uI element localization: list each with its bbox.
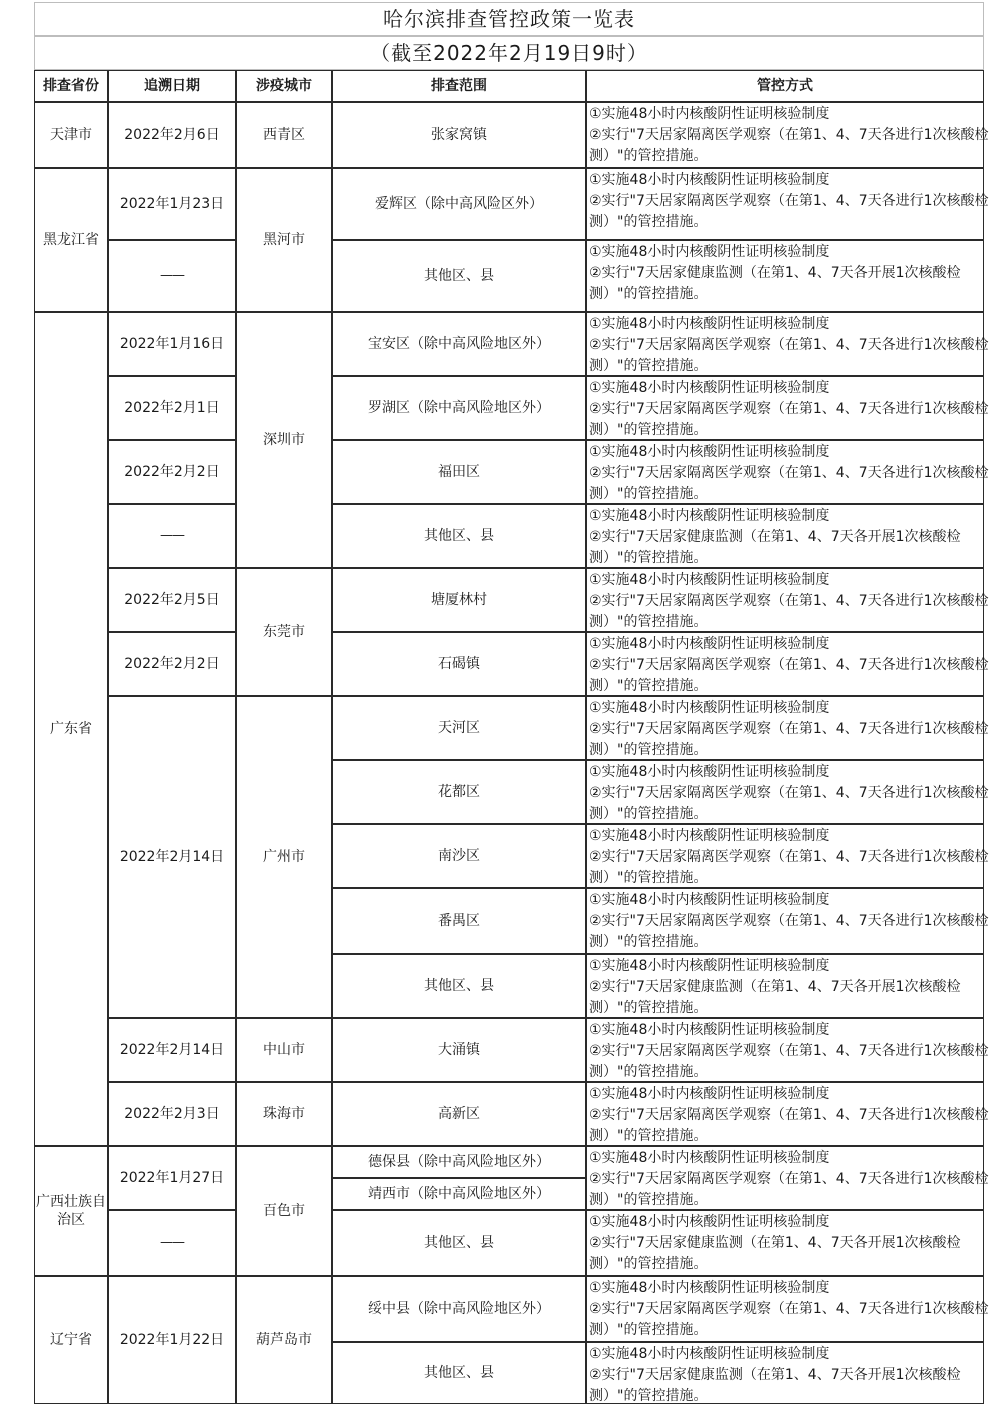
date-cell: 2022年1月16日 [108, 312, 236, 376]
control-measure-line: 测）"的管控措施。 [589, 1388, 708, 1404]
scope-cell: 其他区、县 [332, 1342, 586, 1404]
control-measure-line: ①实施48小时内核酸阴性证明核验制度 [589, 700, 830, 716]
scope-cell: 靖西市（除中高风险地区外） [332, 1178, 586, 1210]
date-cell: 2022年2月2日 [108, 632, 236, 696]
city-cell: 广州市 [236, 696, 332, 1018]
control-measure-line: 测）"的管控措施。 [589, 286, 708, 302]
header-city: 涉疫城市 [236, 70, 332, 102]
control-measure-cell [586, 1210, 984, 1276]
control-measure-cell [586, 1146, 989, 1210]
scope-cell: 绥中县（除中高风险地区外） [332, 1276, 586, 1342]
control-measure-line: 测）"的管控措施。 [589, 934, 708, 950]
control-measure-line: ②实行"7天居家隔离医学观察（在第1、4、7天各进行1次核酸检 [589, 1043, 989, 1059]
control-measure-line: ①实施48小时内核酸阴性证明核验制度 [589, 828, 830, 844]
city-cell: 西青区 [236, 102, 332, 168]
control-measure-line: ②实行"7天居家隔离医学观察（在第1、4、7天各进行1次核酸检 [589, 401, 989, 417]
province-cell: 广西壮族自治区 [34, 1146, 108, 1276]
control-measure-line: 测）"的管控措施。 [589, 214, 708, 230]
control-measure-line: ①实施48小时内核酸阴性证明核验制度 [589, 444, 830, 460]
control-measure-line: ②实行"7天居家隔离医学观察（在第1、4、7天各进行1次核酸检 [589, 337, 989, 353]
city-cell: 深圳市 [236, 312, 332, 568]
control-measure-line: 测）"的管控措施。 [589, 422, 708, 438]
control-measure-line: ①实施48小时内核酸阴性证明核验制度 [589, 958, 830, 974]
control-measure-cell [586, 1276, 989, 1342]
control-measure-line: ①实施48小时内核酸阴性证明核验制度 [589, 764, 830, 780]
scope-cell: 石碣镇 [332, 632, 586, 696]
control-measure-line: ②实行"7天居家健康监测（在第1、4、7天各开展1次核酸检 [589, 529, 961, 545]
control-measure-line: ②实行"7天居家隔离医学观察（在第1、4、7天各进行1次核酸检 [589, 1107, 989, 1123]
control-measure-line: ②实行"7天居家健康监测（在第1、4、7天各开展1次核酸检 [589, 979, 961, 995]
control-measure-line: ②实行"7天居家隔离医学观察（在第1、4、7天各进行1次核酸检 [589, 193, 989, 209]
control-measure-line: 测）"的管控措施。 [589, 1322, 708, 1338]
control-measure-cell [586, 632, 989, 696]
date-cell: 2022年2月5日 [108, 568, 236, 632]
control-measure-line: ②实行"7天居家隔离医学观察（在第1、4、7天各进行1次核酸检 [589, 849, 989, 865]
control-measure-line: ①实施48小时内核酸阴性证明核验制度 [589, 106, 830, 122]
control-measure-line: ②实行"7天居家健康监测（在第1、4、7天各开展1次核酸检 [589, 265, 961, 281]
scope-cell: 福田区 [332, 440, 586, 504]
province-cell: 广东省 [34, 312, 108, 1146]
control-measure-line: 测）"的管控措施。 [589, 148, 708, 164]
control-measure-line: ②实行"7天居家隔离医学观察（在第1、4、7天各进行1次核酸检 [589, 657, 989, 673]
scope-cell: 张家窝镇 [332, 102, 586, 168]
control-measure-cell [586, 504, 984, 568]
date-cell: 2022年1月22日 [108, 1276, 236, 1404]
header-control: 管控方式 [586, 70, 984, 102]
scope-cell: 德保县（除中高风险地区外） [332, 1146, 586, 1178]
scope-cell: 其他区、县 [332, 1210, 586, 1276]
date-cell: 2022年1月27日 [108, 1146, 236, 1210]
control-measure-line: ①实施48小时内核酸阴性证明核验制度 [589, 380, 830, 396]
control-measure-line: 测）"的管控措施。 [589, 1128, 708, 1144]
city-cell: 黑河市 [236, 168, 332, 312]
control-measure-line: ①实施48小时内核酸阴性证明核验制度 [589, 1214, 830, 1230]
control-measure-line: ②实行"7天居家健康监测（在第1、4、7天各开展1次核酸检 [589, 1235, 961, 1251]
date-cell: 2022年1月23日 [108, 168, 236, 240]
control-measure-cell [586, 696, 989, 760]
control-measure-line: ①实施48小时内核酸阴性证明核验制度 [589, 172, 830, 188]
scope-cell: 塘厦林村 [332, 568, 586, 632]
header-scope: 排查范围 [332, 70, 586, 102]
control-measure-line: ②实行"7天居家隔离医学观察（在第1、4、7天各进行1次核酸检 [589, 913, 989, 929]
date-cell: 2022年2月1日 [108, 376, 236, 440]
city-cell: 珠海市 [236, 1082, 332, 1146]
scope-cell: 南沙区 [332, 824, 586, 888]
scope-cell: 番禺区 [332, 888, 586, 954]
control-measure-cell [586, 824, 989, 888]
control-measure-line: 测）"的管控措施。 [589, 550, 708, 566]
control-measure-line: ①实施48小时内核酸阴性证明核验制度 [589, 244, 830, 260]
control-measure-line: ②实行"7天居家隔离医学观察（在第1、4、7天各进行1次核酸检 [589, 593, 989, 609]
control-measure-line: ①实施48小时内核酸阴性证明核验制度 [589, 1280, 830, 1296]
scope-cell: 爱辉区（除中高风险区外） [332, 168, 586, 240]
scope-cell: 花都区 [332, 760, 586, 824]
control-measure-line: ①实施48小时内核酸阴性证明核验制度 [589, 1346, 830, 1362]
province-cell: 辽宁省 [34, 1276, 108, 1404]
control-measure-cell [586, 1082, 989, 1146]
control-measure-line: ①实施48小时内核酸阴性证明核验制度 [589, 508, 830, 524]
control-measure-line: ②实行"7天居家健康监测（在第1、4、7天各开展1次核酸检 [589, 1367, 961, 1383]
scope-cell: 其他区、县 [332, 240, 586, 312]
city-cell: 中山市 [236, 1018, 332, 1082]
control-measure-line: 测）"的管控措施。 [589, 486, 708, 502]
control-measure-line: 测）"的管控措施。 [589, 870, 708, 886]
control-measure-cell [586, 954, 984, 1018]
control-measure-line: 测）"的管控措施。 [589, 614, 708, 630]
control-measure-line: 测）"的管控措施。 [589, 1000, 708, 1016]
control-measure-line: ②实行"7天居家隔离医学观察（在第1、4、7天各进行1次核酸检 [589, 127, 989, 143]
control-measure-line: 测）"的管控措施。 [589, 358, 708, 374]
control-measure-cell [586, 240, 984, 312]
control-measure-line: ①实施48小时内核酸阴性证明核验制度 [589, 636, 830, 652]
province-cell: 黑龙江省 [34, 168, 108, 312]
scope-cell: 其他区、县 [332, 954, 586, 1018]
control-measure-line: ①实施48小时内核酸阴性证明核验制度 [589, 1022, 830, 1038]
scope-cell: 高新区 [332, 1082, 586, 1146]
control-measure-line: ①实施48小时内核酸阴性证明核验制度 [589, 316, 830, 332]
control-measure-line: 测）"的管控措施。 [589, 1192, 708, 1208]
table-subtitle: （截至2022年2月19日9时） [34, 36, 984, 70]
control-measure-line: ②实行"7天居家隔离医学观察（在第1、4、7天各进行1次核酸检 [589, 721, 989, 737]
date-cell: 2022年2月3日 [108, 1082, 236, 1146]
date-cell: 2022年2月6日 [108, 102, 236, 168]
date-cell: —— [108, 240, 236, 312]
policy-table [34, 0, 989, 1404]
control-measure-line: 测）"的管控措施。 [589, 678, 708, 694]
control-measure-cell [586, 440, 989, 504]
date-cell: 2022年2月14日 [108, 1018, 236, 1082]
control-measure-cell [586, 888, 989, 954]
control-measure-line: ②实行"7天居家隔离医学观察（在第1、4、7天各进行1次核酸检 [589, 1301, 989, 1317]
control-measure-line: ①实施48小时内核酸阴性证明核验制度 [589, 1086, 830, 1102]
control-measure-line: ②实行"7天居家隔离医学观察（在第1、4、7天各进行1次核酸检 [589, 785, 989, 801]
control-measure-cell [586, 312, 989, 376]
scope-cell: 天河区 [332, 696, 586, 760]
control-measure-cell [586, 1018, 989, 1082]
control-measure-line: ①实施48小时内核酸阴性证明核验制度 [589, 1150, 830, 1166]
scope-cell: 其他区、县 [332, 504, 586, 568]
control-measure-cell [586, 102, 989, 168]
scope-cell: 大涌镇 [332, 1018, 586, 1082]
date-cell: 2022年2月14日 [108, 696, 236, 1018]
control-measure-line: 测）"的管控措施。 [589, 1064, 708, 1080]
province-cell: 天津市 [34, 102, 108, 168]
control-measure-line: 测）"的管控措施。 [589, 742, 708, 758]
control-measure-cell [586, 1342, 984, 1404]
header-date: 追溯日期 [108, 70, 236, 102]
date-cell: —— [108, 504, 236, 568]
control-measure-line: 测）"的管控措施。 [589, 1256, 708, 1272]
scope-cell: 宝安区（除中高风险地区外） [332, 312, 586, 376]
control-measure-line: ①实施48小时内核酸阴性证明核验制度 [589, 572, 830, 588]
control-measure-cell [586, 376, 989, 440]
scope-cell: 罗湖区（除中高风险地区外） [332, 376, 586, 440]
city-cell: 东莞市 [236, 568, 332, 696]
control-measure-line: ①实施48小时内核酸阴性证明核验制度 [589, 892, 830, 908]
date-cell: 2022年2月2日 [108, 440, 236, 504]
control-measure-line: ②实行"7天居家隔离医学观察（在第1、4、7天各进行1次核酸检 [589, 1171, 989, 1187]
city-cell: 葫芦岛市 [236, 1276, 332, 1404]
control-measure-cell [586, 168, 989, 240]
control-measure-cell [586, 760, 989, 824]
table-title: 哈尔滨排查管控政策一览表 [34, 2, 984, 36]
date-cell: —— [108, 1210, 236, 1276]
city-cell: 百色市 [236, 1146, 332, 1276]
header-province: 排查省份 [34, 70, 108, 102]
control-measure-line: 测）"的管控措施。 [589, 806, 708, 822]
control-measure-cell [586, 568, 989, 632]
control-measure-line: ②实行"7天居家隔离医学观察（在第1、4、7天各进行1次核酸检 [589, 465, 989, 481]
